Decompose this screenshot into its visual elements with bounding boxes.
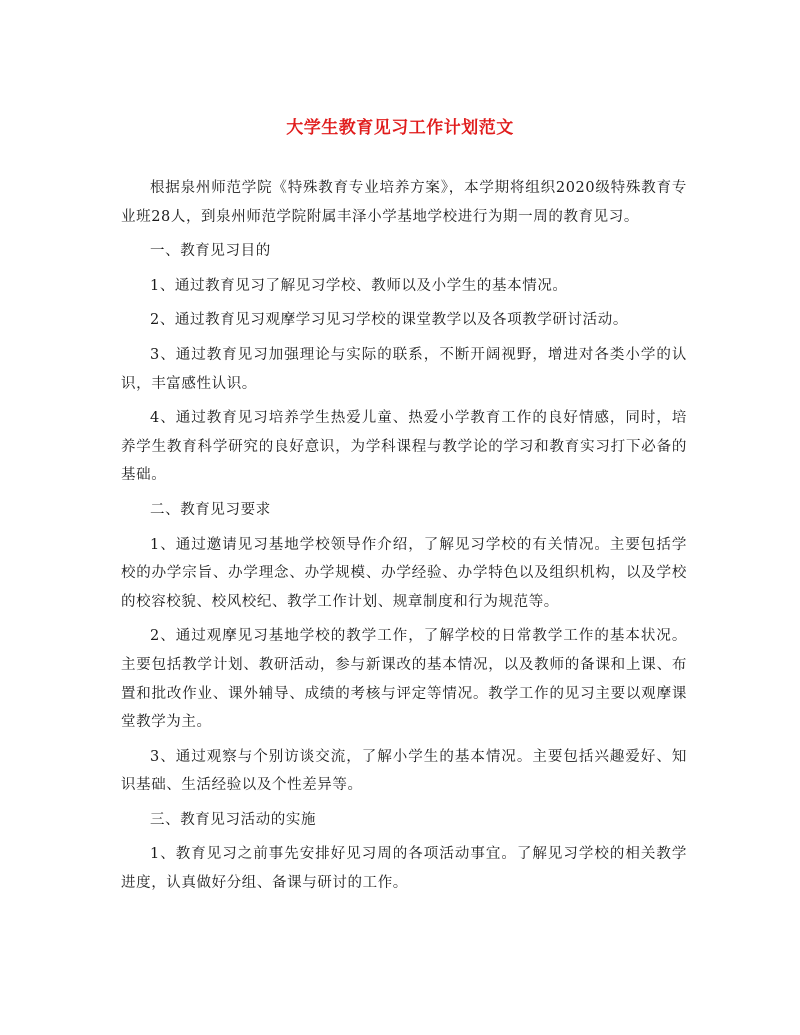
- section-heading-requirements: 二、教育见习要求: [150, 501, 271, 518]
- purpose-item-3: 3、通过教育见习加强理论与实际的联系，不断开阔视野，增进对各类小学的认识，丰富感性认识。: [121, 346, 687, 392]
- section-heading-implementation: 三、教育见习活动的实施: [150, 811, 317, 828]
- purpose-item-4: 4、通过教育见习培养学生热爱儿童、热爱小学教育工作的良好情感，同时，培养学生教育科学研究的良好意识，为学科课程与教学论的学习和教育实习打下必备的基础。: [121, 410, 687, 484]
- document-title: 大学生教育见习工作计划范文: [286, 118, 514, 138]
- requirement-item-1: 1、通过邀请见习基地学校领导作介绍，了解见习学校的有关情况。主要包括学校的办学宗旨、办学理念、办学规模、办学经验、办学特色以及组织机构，以及学校的校容校貌、校风校纪、教学工作计划、规章制度和行为规范等。: [121, 536, 687, 610]
- document-body: [121, 174, 687, 898]
- requirement-item-2: 2、通过观摩见习基地学校的教学工作，了解学校的日常教学工作的基本状况。主要包括教学计划、教研活动，参与新课改的基本情况，以及教师的备课和上课、布置和批改作业、课外辅导、成绩的考核与评定等情况。教学工作的见习主要以观摩课堂教学为主。: [121, 628, 687, 731]
- section-heading-purpose: 一、教育见习目的: [150, 243, 271, 260]
- purpose-item-2: 2、通过教育见习观摩学习见习学校的课堂教学以及各项教学研讨活动。: [150, 312, 628, 329]
- intro-paragraph: 根据泉州师范学院《特殊教育专业培养方案》，本学期将组织2020级特殊教育专业班28人，到泉州师范学院附属丰泽小学基地学校进行为期一周的教育见习。: [121, 180, 687, 225]
- requirement-item-3: 3、通过观察与个别访谈交流，了解小学生的基本情况。主要包括兴趣爱好、知识基础、生活经验以及个性差异等。: [121, 748, 687, 794]
- purpose-item-1: 1、通过教育见习了解见习学校、教师以及小学生的基本情况。: [150, 277, 568, 294]
- implementation-item-1: 1、教育见习之前事先安排好见习周的各项活动事宜。了解见习学校的相关教学进度，认真做好分组、备课与研讨的工作。: [121, 846, 687, 892]
